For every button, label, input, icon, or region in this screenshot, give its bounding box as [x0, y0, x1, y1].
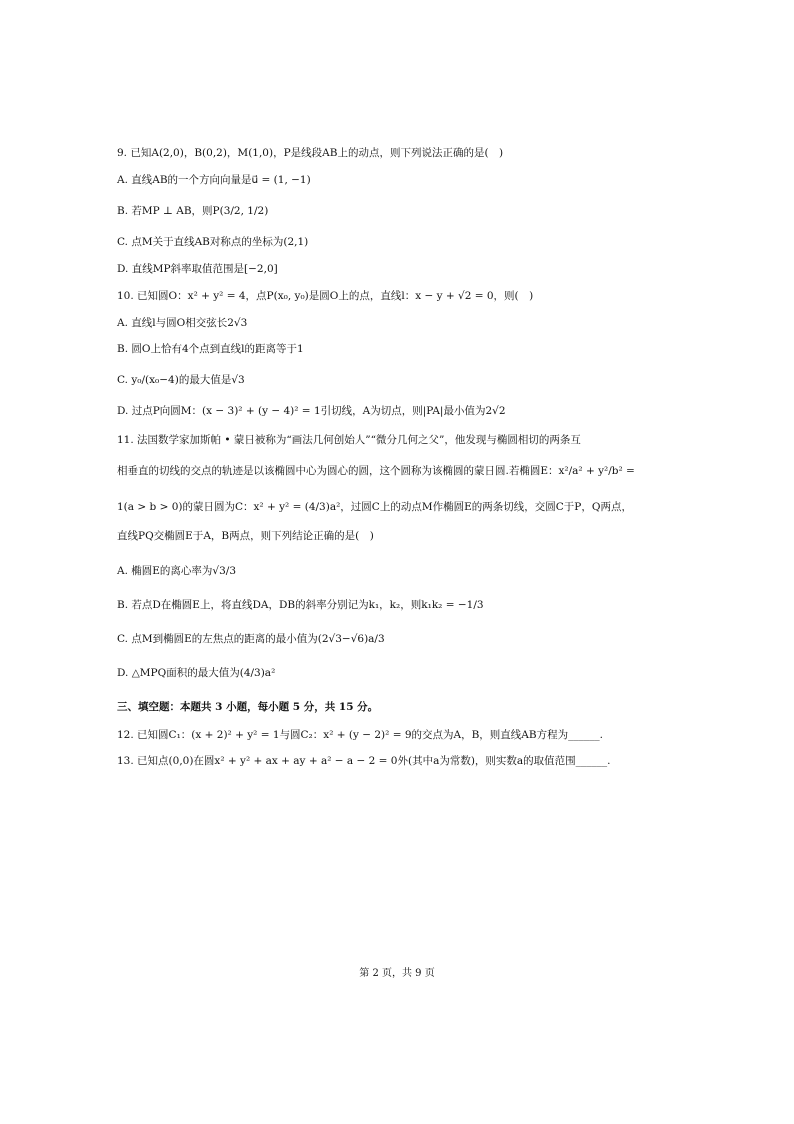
question-11-option-b: B. 若点D在椭圆E上，将直线DA，DB的斜率分别记为k₁，k₂，则k₁k₂ = −1/3: [117, 599, 484, 611]
question-11-option-d: D. △MPQ面积的最大值为(4/3)a²: [117, 667, 276, 679]
page-footer: 第 2 页，共 9 页: [359, 968, 435, 979]
question-11-stem-line-3: 1(a > b > 0)的蒙日圆为C：x² + y² = (4/3)a²，过圆C上的动点M作椭圆E的两条切线，交圆C于P，Q两点，: [117, 501, 632, 513]
question-10-option-d: D. 过点P向圆M：(x − 3)² + (y − 4)² = 1引切线，A为切点，则|PA|最小值为2√2: [117, 405, 506, 417]
section-heading-fill-in: 三、填空题：本题共 3 小题，每小题 5 分，共 15 分。: [117, 701, 379, 713]
question-9-option-b: B. 若MP ⊥ AB，则P(3/2, 1/2): [117, 205, 269, 217]
question-10-option-a: A. 直线l与圆O相交弦长2√3: [117, 317, 248, 329]
question-13: 13. 已知点(0,0)在圆x² + y² + ax + ay + a² − a − 2 = 0外(其中a为常数)，则实数a的取值范围______.: [117, 755, 611, 767]
question-11-option-c: C. 点M到椭圆E的左焦点的距离的最小值为(2√3−√6)a/3: [117, 633, 385, 645]
question-9-option-d: D. 直线MP斜率取值范围是[−2,0]: [117, 263, 278, 275]
question-11-option-a: A. 椭圆E的离心率为√3/3: [117, 565, 237, 577]
question-10-option-c: C. y₀/(x₀−4)的最大值是√3: [117, 374, 245, 386]
question-11-stem-line-2: 相垂直的切线的交点的轨迹是以该椭圆中心为圆心的圆，这个圆称为该椭圆的蒙日圆.若椭圆E：x²/a² + y²/b² =: [117, 465, 635, 477]
question-11-stem-line-1: 11. 法国数学家加斯帕 • 蒙日被称为“画法几何创始人”“微分几何之父”，他发现与椭圆相切的两条互: [117, 434, 581, 446]
question-9-stem: 9. 已知A(2,0)，B(0,2)，M(1,0)，P是线段AB上的动点，则下列说法正确的是( ): [117, 147, 504, 159]
question-10-stem: 10. 已知圆O：x² + y² = 4，点P(x₀, y₀)是圆O上的点，直线l：x − y + √2 = 0，则( ): [117, 290, 534, 302]
question-11-stem-line-4: 直线PQ交椭圆E于A，B两点，则下列结论正确的是( ): [117, 530, 374, 542]
question-10-option-b: B. 圆O上恰有4个点到直线l的距离等于1: [117, 343, 304, 355]
question-12: 12. 已知圆C₁：(x + 2)² + y² = 1与圆C₂：x² + (y − 2)² = 9的交点为A，B，则直线AB方程为______.: [117, 729, 603, 741]
question-9-option-a: A. 直线AB的一个方向向量是u⃗ = (1, −1): [117, 174, 311, 186]
question-9-option-c: C. 点M关于直线AB对称点的坐标为(2,1): [117, 236, 309, 248]
